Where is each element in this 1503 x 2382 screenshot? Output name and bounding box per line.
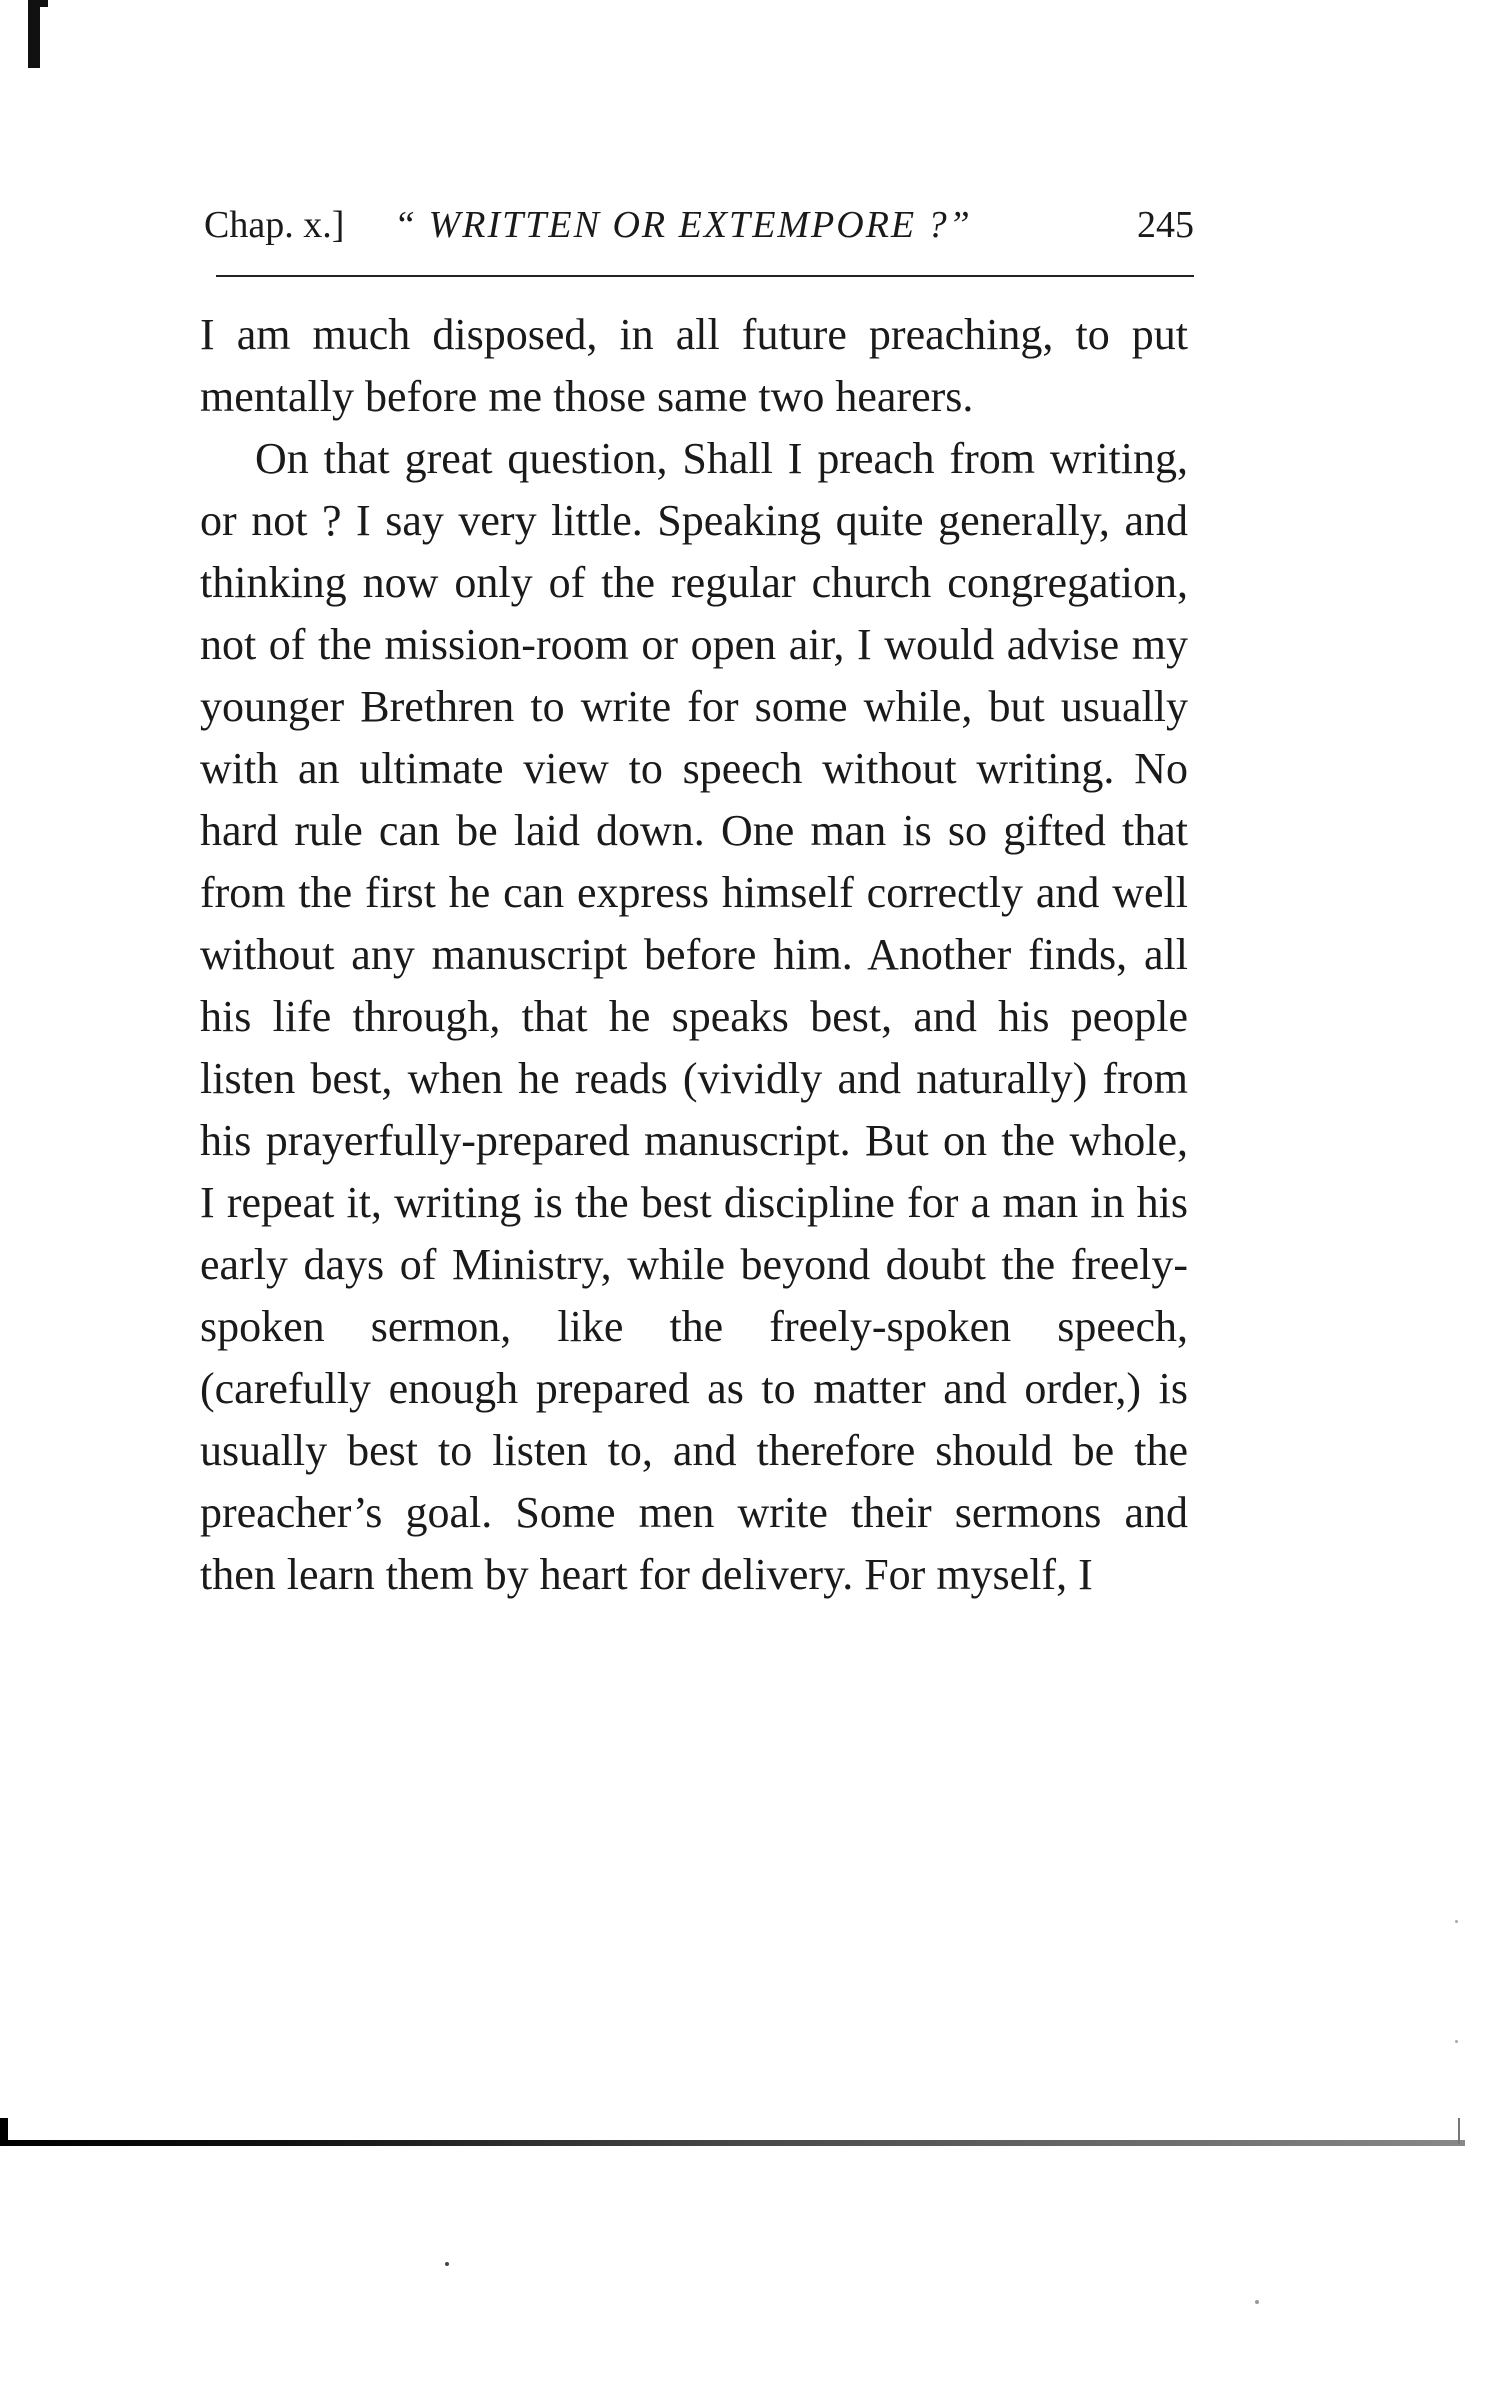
bottom-rule	[0, 2140, 1465, 2146]
header-rule	[216, 275, 1194, 277]
scan-speck	[1455, 1920, 1458, 1923]
scan-speck	[1455, 2040, 1458, 2043]
page-corner-mark	[28, 0, 40, 68]
paragraph-continued: I am much disposed, in all future preaching, to put mentally before me those same two hearers.	[200, 310, 1188, 421]
scan-speck	[445, 2262, 449, 2266]
chapter-label: Chap. x.]	[204, 204, 345, 246]
body-text	[200, 304, 1188, 1606]
running-title: “ WRITTEN OR EXTEMPORE ?”	[394, 204, 972, 246]
scan-speck	[1255, 2300, 1259, 2304]
running-header	[204, 200, 1194, 250]
paragraph-preaching-question: On that great question, Shall I preach from writing, or not ? I say very little. Speaking quite generally, and thinking now only of the regular church congregation, not of the mission-room or open air, I would advise my younger Brethren to write for some while, but usually with an ultimate view to speech without writing. No hard rule can be laid down. One man is so gifted that from the first he can express himself correctly and well without any manuscript before him. Another finds, all his life through, that he speaks best, and his people listen best, when he reads (vividly and naturally) from his prayerfully-prepared manuscript. But on the whole, I repeat it, writing is the best discipline for a man in his early days of Ministry, while beyond doubt the freely-spoken sermon, like the freely-spoken speech, (carefully enough prepared as to matter and order,) is usually best to listen to, and therefore should be the preacher’s goal. Some men write their sermons and then learn them by heart for delivery. For myself, I	[200, 434, 1188, 1599]
bottom-rule-tick	[1458, 2118, 1460, 2144]
page-number: 245	[1137, 204, 1194, 246]
